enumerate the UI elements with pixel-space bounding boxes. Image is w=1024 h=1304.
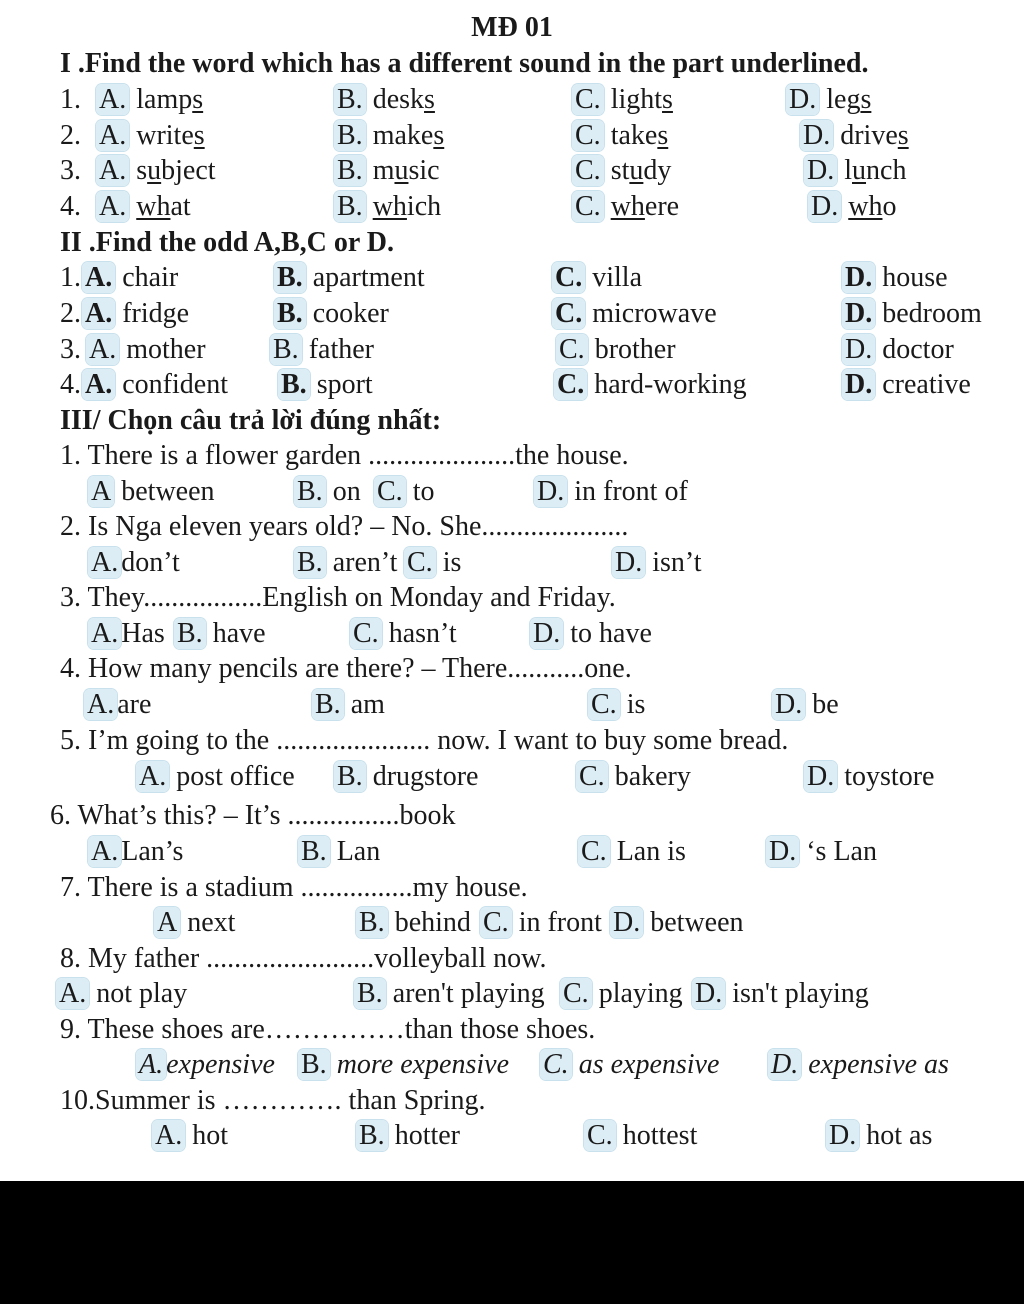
- option-label: D.: [692, 978, 725, 1009]
- option-text: ‘s Lan: [806, 836, 877, 867]
- word-part: bject: [161, 155, 216, 186]
- word-part: leg: [826, 84, 861, 115]
- option-label: A.: [136, 1049, 166, 1080]
- s1-row-3: [0, 153, 1024, 189]
- question-5-options: [0, 759, 1024, 795]
- option-label: D.: [786, 84, 819, 115]
- option-text: hottest: [622, 1120, 698, 1151]
- option-text: have: [212, 618, 266, 649]
- word-part: ere: [644, 191, 680, 222]
- option-label: A.: [88, 547, 121, 578]
- option-label: A.: [152, 1120, 185, 1151]
- option-a[interactable]: [88, 834, 183, 870]
- option-c[interactable]: [572, 189, 679, 225]
- option-c[interactable]: [554, 367, 747, 403]
- option-label: C.: [556, 334, 588, 365]
- option-label: C.: [588, 689, 620, 720]
- s1-row-4: [0, 189, 1024, 225]
- option-d[interactable]: [842, 296, 982, 332]
- item-number: 2.: [60, 298, 81, 329]
- question-text: 8. My father ........................volleyball now.: [60, 943, 547, 974]
- option-text: are: [117, 689, 152, 720]
- option-text: hot: [192, 1120, 229, 1151]
- option-text: playing: [598, 978, 683, 1009]
- word-part: ich: [406, 191, 442, 222]
- option-text: on: [332, 476, 361, 507]
- option-label: C.: [552, 262, 585, 293]
- question-text: 9. These shoes are……………than those shoes.: [60, 1014, 596, 1045]
- option-a[interactable]: [136, 1047, 275, 1083]
- option-text: be: [812, 689, 839, 720]
- word-part: m: [372, 155, 395, 186]
- underlined-part: s: [860, 84, 872, 115]
- option-text: next: [187, 907, 236, 938]
- question-text: 4. How many pencils are there? – There...........one.: [60, 653, 632, 684]
- option-d[interactable]: [842, 367, 971, 403]
- option-label: D.: [842, 369, 875, 400]
- option-text: expensive as: [808, 1049, 949, 1080]
- option-label: A.: [136, 761, 169, 792]
- option-text: cooker: [312, 298, 389, 329]
- item-number: 1.: [60, 84, 81, 115]
- word-part: take: [610, 120, 658, 151]
- section1-heading-line: [0, 46, 1024, 82]
- item-number: 4.: [60, 191, 81, 222]
- option-c[interactable]: [572, 118, 668, 154]
- option-d[interactable]: [534, 474, 688, 510]
- option-label: B.: [274, 298, 306, 329]
- option-text: brother: [594, 334, 676, 365]
- option-b[interactable]: [294, 545, 397, 581]
- option-b[interactable]: [334, 118, 444, 154]
- option-c[interactable]: [588, 687, 645, 723]
- option-label: C.: [572, 155, 604, 186]
- s2-row-4: [0, 367, 1024, 403]
- question-7-options: [0, 905, 1024, 941]
- option-label: A.: [88, 836, 121, 867]
- option-text: not play: [96, 978, 188, 1009]
- question-1-options: [0, 474, 1024, 510]
- question-1: [0, 438, 1024, 474]
- option-label: B.: [274, 262, 306, 293]
- option-d[interactable]: [804, 759, 934, 795]
- option-c[interactable]: [556, 332, 676, 368]
- option-label: D.: [804, 761, 837, 792]
- section2-heading-line: [0, 225, 1024, 261]
- option-a[interactable]: [82, 367, 228, 403]
- question-text: 7. There is a stadium ................my house.: [60, 872, 528, 903]
- option-text: drugstore: [372, 761, 479, 792]
- word-part: dy: [643, 155, 672, 186]
- option-label: C.: [480, 907, 512, 938]
- question-10: [0, 1083, 1024, 1119]
- underlined-part: u: [852, 155, 867, 186]
- option-a[interactable]: [96, 82, 203, 118]
- option-label: D.: [804, 155, 837, 186]
- option-label: C.: [560, 978, 592, 1009]
- option-label: D.: [842, 334, 875, 365]
- option-b[interactable]: [274, 260, 425, 296]
- option-a[interactable]: [96, 153, 216, 189]
- option-text: bedroom: [882, 298, 982, 329]
- option-label: B.: [174, 618, 206, 649]
- section3-heading: III/ Chọn câu trả lời đúng nhất:: [60, 405, 442, 436]
- option-label: D.: [766, 836, 799, 867]
- option-text: in front: [518, 907, 602, 938]
- option-text: expensive: [166, 1049, 275, 1080]
- option-text: mother: [126, 334, 206, 365]
- option-label: D.: [842, 262, 875, 293]
- option-a[interactable]: [88, 545, 180, 581]
- option-b[interactable]: [354, 976, 545, 1012]
- option-b[interactable]: [274, 296, 389, 332]
- underlined-part: wh: [136, 191, 171, 222]
- option-label: D.: [800, 120, 833, 151]
- option-label: B.: [334, 761, 366, 792]
- underlined-part: u: [629, 155, 644, 186]
- option-label: A.: [82, 298, 115, 329]
- question-9: [0, 1012, 1024, 1048]
- option-label: B.: [334, 84, 366, 115]
- underlined-part: s: [193, 120, 205, 151]
- option-text: toystore: [844, 761, 935, 792]
- question-text: 2. Is Nga eleven years old? – No. She.....................: [60, 511, 629, 542]
- item-number: 3.: [60, 334, 81, 365]
- question-8: [0, 941, 1024, 977]
- option-d[interactable]: [826, 1118, 932, 1154]
- question-6-options: [0, 834, 1024, 870]
- option-d[interactable]: [800, 118, 909, 154]
- underlined-part: u: [394, 155, 409, 186]
- option-a[interactable]: [82, 296, 189, 332]
- question-4-options: [0, 687, 1024, 723]
- option-label: D.: [826, 1120, 859, 1151]
- option-label: A: [88, 476, 114, 507]
- word-part: at: [170, 191, 191, 222]
- option-text: confident: [122, 369, 228, 400]
- question-9-options: [0, 1047, 1024, 1083]
- option-a[interactable]: [152, 1118, 228, 1154]
- option-label: C.: [576, 761, 608, 792]
- option-label: C.: [572, 191, 604, 222]
- test-code-title: MĐ 01: [471, 12, 553, 43]
- option-label: B.: [356, 1120, 388, 1151]
- option-text: villa: [592, 262, 642, 293]
- option-text: Lan’s: [121, 836, 184, 867]
- s2-row-2: [0, 296, 1024, 332]
- option-c[interactable]: [572, 82, 673, 118]
- section1-heading: I .Find the word which has a different sound in the part underlined.: [60, 48, 869, 79]
- underlined-part: wh: [372, 191, 407, 222]
- word-part: lamp: [136, 84, 193, 115]
- option-a[interactable]: [88, 474, 215, 510]
- option-d[interactable]: [692, 976, 869, 1012]
- option-c[interactable]: [572, 153, 671, 189]
- underlined-part: wh: [848, 191, 883, 222]
- option-text: more expensive: [336, 1049, 510, 1080]
- option-text: sport: [316, 369, 373, 400]
- option-text: is: [442, 547, 462, 578]
- option-label: C.: [584, 1120, 616, 1151]
- option-label: C.: [350, 618, 382, 649]
- option-label: A.: [88, 618, 121, 649]
- option-label: A.: [56, 978, 89, 1009]
- question-10-options: [0, 1118, 1024, 1154]
- item-number: 2.: [60, 120, 81, 151]
- option-label: B.: [298, 1049, 330, 1080]
- s2-row-1: [0, 260, 1024, 296]
- question-text: 6. What’s this? – It’s ................book: [50, 800, 456, 831]
- option-c[interactable]: [480, 905, 602, 941]
- option-label: C.: [540, 1049, 572, 1080]
- option-text: bakery: [614, 761, 691, 792]
- option-a[interactable]: [86, 332, 206, 368]
- option-label: C.: [404, 547, 436, 578]
- option-a[interactable]: [96, 118, 205, 154]
- option-c[interactable]: [374, 474, 434, 510]
- item-number: 4.: [60, 369, 81, 400]
- option-label: B.: [294, 476, 326, 507]
- underlined-part: s: [657, 120, 669, 151]
- option-text: doctor: [882, 334, 954, 365]
- s1-row-1: [0, 82, 1024, 118]
- option-label: A.: [96, 191, 129, 222]
- question-4: [0, 651, 1024, 687]
- underlined-part: s: [433, 120, 445, 151]
- option-text: hard-working: [594, 369, 747, 400]
- option-b[interactable]: [174, 616, 266, 652]
- option-b[interactable]: [312, 687, 385, 723]
- question-3: [0, 580, 1024, 616]
- option-text: aren't playing: [392, 978, 545, 1009]
- option-text: between: [121, 476, 215, 507]
- question-7: [0, 870, 1024, 906]
- option-d[interactable]: [786, 82, 871, 118]
- option-text: aren’t: [332, 547, 398, 578]
- option-text: is: [626, 689, 646, 720]
- option-label: A.: [96, 120, 129, 151]
- option-label: C.: [374, 476, 406, 507]
- option-b[interactable]: [334, 153, 440, 189]
- option-label: C.: [578, 836, 610, 867]
- option-d[interactable]: [766, 834, 877, 870]
- option-text: house: [882, 262, 948, 293]
- option-a[interactable]: [154, 905, 235, 941]
- option-label: B.: [270, 334, 302, 365]
- question-2: [0, 509, 1024, 545]
- underlined-part: wh: [610, 191, 645, 222]
- option-text: don’t: [121, 547, 180, 578]
- option-text: Lan is: [616, 836, 686, 867]
- section3-heading-line: [0, 403, 1024, 439]
- option-label: B.: [298, 836, 330, 867]
- s2-row-3: [0, 332, 1024, 368]
- word-part: write: [136, 120, 194, 151]
- word-part: sic: [408, 155, 440, 186]
- option-a[interactable]: [56, 976, 187, 1012]
- underlined-part: s: [424, 84, 435, 115]
- option-b[interactable]: [294, 474, 361, 510]
- option-d[interactable]: [808, 189, 896, 225]
- option-d[interactable]: [804, 153, 906, 189]
- option-text: to: [412, 476, 435, 507]
- option-c[interactable]: [404, 545, 461, 581]
- option-text: hasn’t: [388, 618, 457, 649]
- option-text: in front of: [574, 476, 688, 507]
- option-text: to have: [570, 618, 652, 649]
- option-label: B.: [312, 689, 344, 720]
- option-label: B.: [294, 547, 326, 578]
- option-a[interactable]: [136, 759, 295, 795]
- item-number: 1.: [60, 262, 81, 293]
- word-part: s: [136, 155, 148, 186]
- option-text: Lan: [336, 836, 381, 867]
- option-b[interactable]: [334, 189, 441, 225]
- option-b[interactable]: [278, 367, 373, 403]
- option-text: behind: [394, 907, 471, 938]
- option-label: C.: [572, 84, 604, 115]
- option-text: fridge: [122, 298, 190, 329]
- option-label: A: [154, 907, 180, 938]
- option-label: D.: [610, 907, 643, 938]
- option-b[interactable]: [334, 82, 435, 118]
- word-part: l: [844, 155, 853, 186]
- option-label: A.: [96, 84, 129, 115]
- option-d[interactable]: [842, 260, 948, 296]
- option-label: B.: [334, 120, 366, 151]
- option-d[interactable]: [610, 905, 744, 941]
- option-label: C.: [552, 298, 585, 329]
- item-number: 3.: [60, 155, 81, 186]
- word-part: nch: [866, 155, 907, 186]
- option-d[interactable]: [772, 687, 839, 723]
- option-a[interactable]: [88, 616, 165, 652]
- question-text: 5. I’m going to the ...................... now. I want to buy some bread.: [60, 725, 789, 756]
- word-part: drive: [840, 120, 898, 151]
- section2-heading: II .Find the odd A,B,C or D.: [60, 227, 395, 258]
- option-text: as expensive: [578, 1049, 720, 1080]
- question-8-options: [0, 976, 1024, 1012]
- question-5: [0, 723, 1024, 759]
- word-part: make: [372, 120, 434, 151]
- question-3-options: [0, 616, 1024, 652]
- option-text: creative: [882, 369, 971, 400]
- option-d[interactable]: [530, 616, 652, 652]
- question-6: [0, 798, 1024, 834]
- option-label: B.: [354, 978, 386, 1009]
- option-label: D.: [768, 1049, 801, 1080]
- option-c[interactable]: [540, 1047, 719, 1083]
- option-d[interactable]: [768, 1047, 949, 1083]
- option-b[interactable]: [298, 1047, 509, 1083]
- option-a[interactable]: [96, 189, 191, 225]
- option-text: microwave: [592, 298, 717, 329]
- option-a[interactable]: [84, 687, 151, 723]
- option-d[interactable]: [612, 545, 702, 581]
- option-label: A.: [82, 262, 115, 293]
- word-part: o: [882, 191, 897, 222]
- option-label: A.: [82, 369, 115, 400]
- option-label: D.: [772, 689, 805, 720]
- option-label: A.: [84, 689, 117, 720]
- option-text: hot as: [866, 1120, 933, 1151]
- underlined-part: s: [662, 84, 673, 115]
- word-part: desk: [372, 84, 425, 115]
- option-label: B.: [334, 155, 366, 186]
- option-b[interactable]: [356, 905, 471, 941]
- underlined-part: u: [147, 155, 162, 186]
- option-text: post office: [176, 761, 295, 792]
- option-label: D.: [612, 547, 645, 578]
- option-c[interactable]: [552, 296, 717, 332]
- option-label: B.: [356, 907, 388, 938]
- underlined-part: s: [192, 84, 204, 115]
- option-b[interactable]: [270, 332, 374, 368]
- s1-row-2: [0, 118, 1024, 154]
- option-c[interactable]: [560, 976, 683, 1012]
- option-label: A.: [86, 334, 119, 365]
- option-d[interactable]: [842, 332, 954, 368]
- option-text: apartment: [312, 262, 425, 293]
- question-text: 3. They.................English on Monday and Friday.: [60, 582, 616, 613]
- word-part: st: [610, 155, 630, 186]
- option-label: D.: [842, 298, 875, 329]
- underlined-part: s: [897, 120, 909, 151]
- option-b[interactable]: [334, 759, 478, 795]
- option-label: B.: [334, 191, 366, 222]
- option-label: C.: [554, 369, 587, 400]
- option-label: B.: [278, 369, 310, 400]
- option-label: A.: [96, 155, 129, 186]
- option-text: father: [308, 334, 374, 365]
- option-label: D.: [534, 476, 567, 507]
- option-text: chair: [122, 262, 179, 293]
- question-text: 1. There is a flower garden .....................the house.: [60, 440, 629, 471]
- option-b[interactable]: [298, 834, 380, 870]
- option-text: Has: [121, 618, 165, 649]
- option-c[interactable]: [552, 260, 642, 296]
- question-text: 10.Summer is …………. than Spring.: [60, 1085, 486, 1116]
- question-2-options: [0, 545, 1024, 581]
- option-c[interactable]: [576, 759, 691, 795]
- option-c[interactable]: [578, 834, 686, 870]
- option-c[interactable]: [350, 616, 457, 652]
- option-text: isn't playing: [732, 978, 869, 1009]
- option-text: between: [650, 907, 744, 938]
- option-label: D.: [808, 191, 841, 222]
- option-c[interactable]: [584, 1118, 697, 1154]
- option-label: D.: [530, 618, 563, 649]
- option-a[interactable]: [82, 260, 178, 296]
- option-text: am: [350, 689, 385, 720]
- word-part: light: [610, 84, 663, 115]
- option-b[interactable]: [356, 1118, 460, 1154]
- option-text: isn’t: [652, 547, 702, 578]
- option-label: C.: [572, 120, 604, 151]
- option-text: hotter: [394, 1120, 460, 1151]
